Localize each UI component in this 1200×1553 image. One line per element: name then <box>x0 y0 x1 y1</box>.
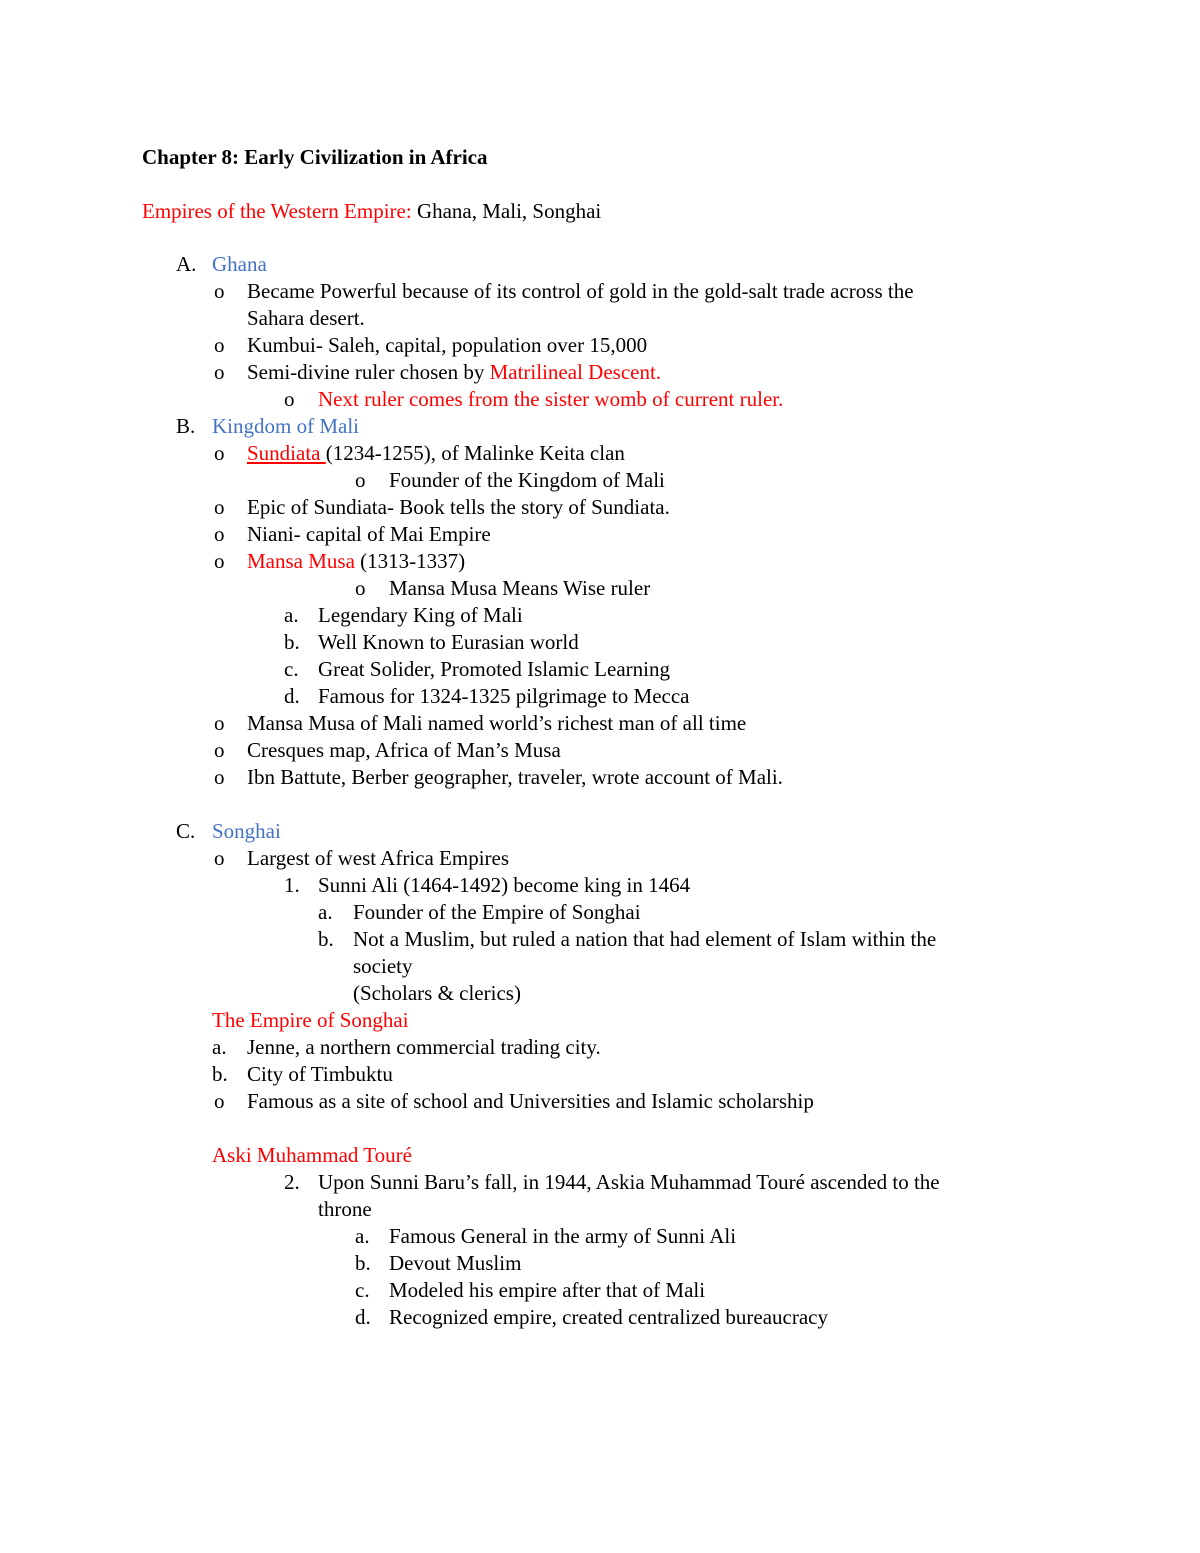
bullet-marker: o <box>214 1089 225 1113</box>
list-item: Recognized empire, created centralized bureaucracy <box>389 1305 828 1329</box>
subheading-empire-of-songhai: The Empire of Songhai <box>212 1008 409 1032</box>
subheading-askia: Aski Muhammad Touré <box>212 1143 412 1167</box>
section-heading-songhai: Songhai <box>212 819 281 843</box>
list-item: Next ruler comes from the sister womb of current ruler. <box>318 387 784 411</box>
list-item-text: (1313-1337) <box>354 549 466 573</box>
list-item-text: Semi-divine ruler chosen by <box>247 360 490 384</box>
list-item: Jenne, a northern commercial trading city. <box>247 1035 601 1059</box>
bullet-marker: o <box>214 441 225 465</box>
intro-line <box>142 198 601 225</box>
list-item: Sunni Ali (1464-1492) become king in 1464 <box>318 873 691 897</box>
list-marker: a. <box>355 1224 370 1248</box>
list-item: Founder of the Empire of Songhai <box>353 900 641 924</box>
list-item: Cresques map, Africa of Man’s Musa <box>247 738 561 762</box>
bullet-marker: o <box>214 738 225 762</box>
bullet-marker: o <box>214 279 225 303</box>
list-item: Legendary King of Mali <box>318 603 523 627</box>
list-marker: B. <box>176 414 196 438</box>
list-item: Niani- capital of Mai Empire <box>247 522 491 546</box>
bullet-marker: o <box>214 495 225 519</box>
highlight-term: Sundiata <box>247 441 326 465</box>
intro-label: Empires of the Western Empire: <box>142 199 412 223</box>
bullet-marker: o <box>214 549 225 573</box>
list-marker: a. <box>212 1035 227 1059</box>
section-heading-ghana: Ghana <box>212 252 267 276</box>
bullet-marker: o <box>355 576 366 600</box>
list-marker: A. <box>176 252 197 276</box>
list-item <box>247 548 465 575</box>
list-item-continued: Sahara desert. <box>247 306 365 330</box>
list-marker: b. <box>284 630 300 654</box>
list-marker: d. <box>284 684 300 708</box>
list-marker: a. <box>318 900 333 924</box>
list-item: Mansa Musa Means Wise ruler <box>389 576 651 600</box>
list-item: Not a Muslim, but ruled a nation that had element of Islam within the <box>353 927 937 951</box>
list-item: Became Powerful because of its control of gold in the gold-salt trade across the <box>247 279 914 303</box>
list-item-text: (1234-1255), of Malinke Keita clan <box>325 441 625 465</box>
list-marker: a. <box>284 603 299 627</box>
list-item: Famous as a site of school and Universities and Islamic scholarship <box>247 1089 814 1113</box>
list-marker: b. <box>318 927 334 951</box>
list-item: Upon Sunni Baru’s fall, in 1944, Askia Muhammad Touré ascended to the <box>318 1170 940 1194</box>
list-item: Epic of Sundiata- Book tells the story of Sundiata. <box>247 495 670 519</box>
bullet-marker: o <box>214 846 225 870</box>
section-heading-mali: Kingdom of Mali <box>212 414 359 438</box>
list-item: Great Solider, Promoted Islamic Learning <box>318 657 670 681</box>
list-item-continued: society <box>353 954 413 978</box>
list-item: Kumbui- Saleh, capital, population over 15,000 <box>247 333 648 357</box>
list-item: Devout Muslim <box>389 1251 522 1275</box>
list-marker: 2. <box>284 1170 300 1194</box>
list-item: City of Timbuktu <box>247 1062 393 1086</box>
list-item: Ibn Battute, Berber geographer, traveler, wrote account of Mali. <box>247 765 783 789</box>
list-marker: b. <box>355 1251 371 1275</box>
list-marker: c. <box>284 657 299 681</box>
highlight-term: Mansa Musa <box>247 549 355 573</box>
list-marker: 1. <box>284 873 300 897</box>
bullet-marker: o <box>214 522 225 546</box>
bullet-marker: o <box>355 468 366 492</box>
list-item-continued: (Scholars & clerics) <box>353 981 521 1005</box>
bullet-marker: o <box>214 765 225 789</box>
list-marker: d. <box>355 1305 371 1329</box>
list-item: Modeled his empire after that of Mali <box>389 1278 706 1302</box>
list-item: Famous General in the army of Sunni Ali <box>389 1224 737 1248</box>
bullet-marker: o <box>214 360 225 384</box>
list-marker: c. <box>355 1278 370 1302</box>
list-marker: b. <box>212 1062 228 1086</box>
highlight-term: Matrilineal Descent. <box>489 360 662 384</box>
list-item: Famous for 1324-1325 pilgrimage to Mecca <box>318 684 690 708</box>
list-item <box>247 440 625 467</box>
intro-text: Ghana, Mali, Songhai <box>411 199 602 223</box>
bullet-marker: o <box>284 387 295 411</box>
list-item: Largest of west Africa Empires <box>247 846 510 870</box>
list-item: Well Known to Eurasian world <box>318 630 579 654</box>
list-item-continued: throne <box>318 1197 372 1221</box>
list-item: Mansa Musa of Mali named world’s richest man of all time <box>247 711 747 735</box>
list-marker: C. <box>176 819 196 843</box>
bullet-marker: o <box>214 711 225 735</box>
list-item <box>247 359 661 386</box>
list-item: Founder of the Kingdom of Mali <box>389 468 665 492</box>
bullet-marker: o <box>214 333 225 357</box>
page-title: Chapter 8: Early Civilization in Africa <box>142 145 488 169</box>
